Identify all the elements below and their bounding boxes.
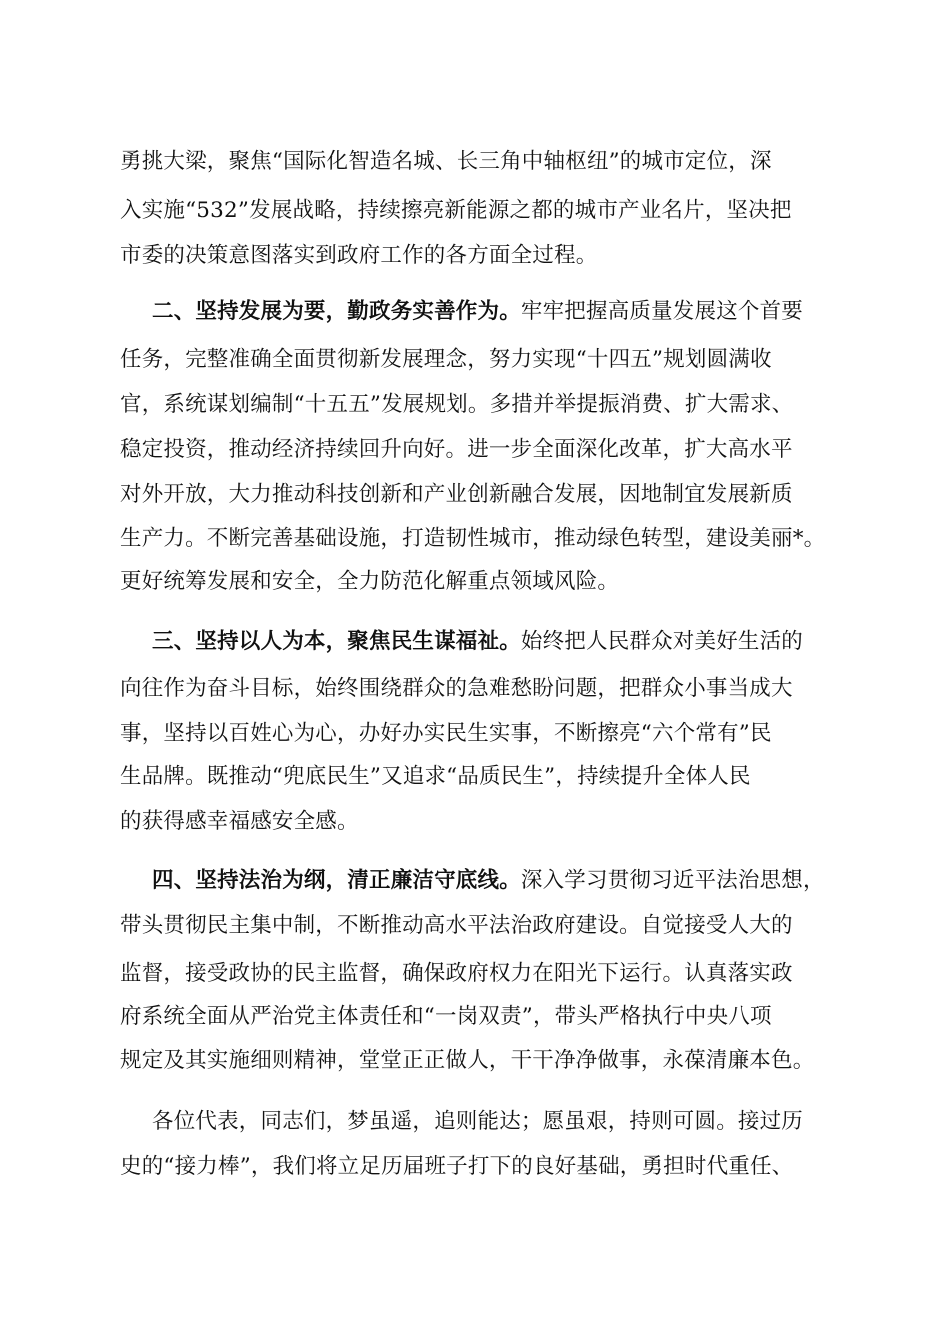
paragraph-1-line-1: 勇挑大梁，聚焦“国际化智造名城、长三角中轴枢纽”的城市定位，深 xyxy=(120,149,772,174)
paragraph-2-text: 牢牢把握高质量发展这个首要 xyxy=(520,299,804,324)
paragraph-2-line-5: 对外开放，大力推动科技创新和产业创新融合发展，因地制宜发展新质 xyxy=(120,482,793,507)
paragraph-1-line-3: 市委的决策意图落实到政府工作的各方面全过程。 xyxy=(120,243,598,268)
section-4-heading: 四、坚持法治为纲，清正廉洁守底线。 xyxy=(152,868,521,893)
paragraph-3-line-2: 向往作为奋斗目标，始终围绕群众的急难愁盼问题，把群众小事当成大 xyxy=(120,676,793,701)
paragraph-4-line-3: 监督，接受政协的民主监督，确保政府权力在阳光下运行。认真落实政 xyxy=(120,961,793,986)
paragraph-4-line-5: 规定及其实施细则精神，堂堂正正做人，干干净净做事，永葆清廉本色。 xyxy=(120,1048,815,1073)
paragraph-4-line-2: 带头贯彻民主集中制，不断推动高水平法治政府建设。自觉接受人大的 xyxy=(120,913,793,938)
paragraph-2-line-6: 生产力。不断完善基础设施，打造韧性城市，推动绿色转型，建设美丽*。 xyxy=(120,526,826,551)
paragraph-3-text: 始终把人民群众对美好生活的 xyxy=(520,629,804,654)
paragraph-3-line-5: 的获得感幸福感安全感。 xyxy=(120,809,359,834)
paragraph-2-line-1 xyxy=(152,299,912,325)
section-2-heading: 二、坚持发展为要，勤政务实善作为。 xyxy=(152,299,521,324)
paragraph-4-text: 深入学习贯彻习近平法治思想， xyxy=(520,868,825,893)
paragraph-2-line-3: 官，系统谋划编制“十五五”发展规划。多措并举提振消费、扩大需求、 xyxy=(120,392,794,417)
paragraph-4-line-1 xyxy=(152,868,912,894)
paragraph-4-line-4: 府系统全面从严治党主体责任和“一岗双责”，带头严格执行中央八项 xyxy=(120,1004,772,1029)
paragraph-2-line-4: 稳定投资，推动经济持续回升向好。进一步全面深化改革，扩大高水平 xyxy=(120,437,793,462)
paragraph-3-line-3: 事，坚持以百姓心为心，办好办实民生实事，不断擦亮“六个常有”民 xyxy=(120,721,772,746)
paragraph-1-line-2: 入实施“532”发展战略，持续擦亮新能源之都的城市产业名片，坚决把 xyxy=(120,198,792,223)
paragraph-3-line-1 xyxy=(152,629,912,655)
section-3-heading: 三、坚持以人为本，聚焦民生谋福祉。 xyxy=(152,629,521,654)
paragraph-2-line-7: 更好统筹发展和安全，全力防范化解重点领域风险。 xyxy=(120,569,620,594)
paragraph-2-line-2: 任务，完整准确全面贯彻新发展理念，努力实现“十四五”规划圆满收 xyxy=(120,347,772,372)
paragraph-5-line-2: 史的“接力棒”，我们将立足历届班子打下的良好基础，勇担时代重任、 xyxy=(120,1154,794,1179)
paragraph-5-line-1: 各位代表，同志们，梦虽遥，追则能达；愿虽艰，持则可圆。接过历 xyxy=(152,1109,804,1134)
paragraph-3-line-4: 生品牌。既推动“兜底民生”又追求“品质民生”，持续提升全体人民 xyxy=(120,764,751,789)
